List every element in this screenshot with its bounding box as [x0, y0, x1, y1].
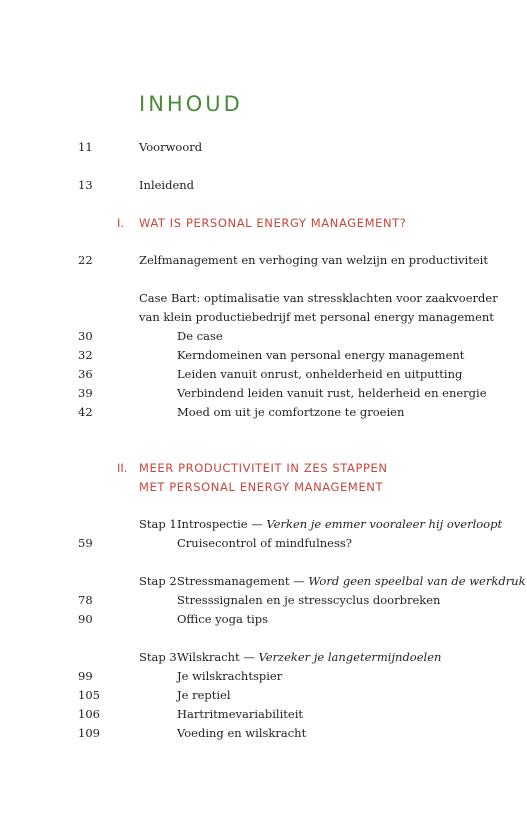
- toc-subentry: [0, 591, 527, 609]
- page-number: 11: [78, 140, 93, 154]
- case-title-line1: Case Bart: optimalisatie van stressklachten voor zaakvoerder: [139, 291, 498, 305]
- entry-title: Leiden vanuit onrust, onhelderheid en uitputting: [177, 367, 463, 381]
- section-title-line2: MET PERSONAL ENERGY MANAGEMENT: [139, 480, 384, 494]
- entry-title: Hartritmevariabiliteit: [177, 707, 304, 721]
- step-title-main: Stressmanagement —: [177, 574, 309, 588]
- entry-title: Verbindend leiden vanuit rust, helderheid en energie: [177, 386, 487, 400]
- step-label: Stap 1: [139, 517, 177, 531]
- toc-entry: [0, 176, 527, 194]
- toc-subentry: [0, 534, 527, 552]
- toc-subentry: [0, 667, 527, 685]
- entry-title: Moed om uit je comfortzone te groeien: [177, 405, 405, 419]
- section-heading-line2: [0, 478, 527, 496]
- case-heading-line1: [0, 289, 527, 307]
- entry-title: Inleidend: [139, 178, 195, 192]
- page-number: 32: [78, 348, 93, 362]
- toc-subentry: [0, 346, 527, 364]
- page-number: 30: [78, 329, 93, 343]
- step-label: Stap 2: [139, 574, 177, 588]
- entry-title: Office yoga tips: [177, 612, 269, 626]
- page-number: 22: [78, 253, 93, 267]
- case-heading-line2: [0, 308, 527, 326]
- page-number: 106: [78, 707, 100, 721]
- step-heading: [0, 648, 527, 666]
- page-number: 59: [78, 536, 93, 550]
- section-heading: [0, 459, 527, 477]
- step-subtitle: Word geen speelbal van de werkdruk: [308, 574, 526, 588]
- step-heading: [0, 515, 527, 533]
- step-title: [177, 572, 526, 590]
- entry-title: Voorwoord: [139, 140, 203, 154]
- section-title: WAT IS PERSONAL ENERGY MANAGEMENT?: [139, 216, 407, 230]
- toc-subentry: [0, 724, 527, 742]
- page-number: 105: [78, 688, 100, 702]
- page-number: 39: [78, 386, 93, 400]
- toc-subentry: [0, 365, 527, 383]
- entry-title: De case: [177, 329, 223, 343]
- page-number: 13: [78, 178, 93, 192]
- entry-title: Je reptiel: [177, 688, 231, 702]
- step-title: [177, 648, 441, 666]
- toc-subentry: [0, 384, 527, 402]
- page-number: 78: [78, 593, 93, 607]
- page-number: 90: [78, 612, 93, 626]
- step-title-main: Introspectie —: [177, 517, 267, 531]
- toc-entry: [0, 251, 527, 269]
- section-number: II.: [117, 461, 128, 475]
- toc-subentry: [0, 403, 527, 421]
- page-title: INHOUD: [139, 92, 243, 116]
- step-heading: [0, 572, 527, 590]
- step-label: Stap 3: [139, 650, 177, 664]
- entry-title: Kerndomeinen van personal energy management: [177, 348, 465, 362]
- section-title-line1: MEER PRODUCTIVITEIT IN ZES STAPPEN: [139, 461, 388, 475]
- toc-subentry: [0, 686, 527, 704]
- entry-title: Cruisecontrol of mindfulness?: [177, 536, 352, 550]
- step-title-main: Wilskracht —: [177, 650, 259, 664]
- toc-subentry: [0, 327, 527, 345]
- step-subtitle: Verken je emmer vooraleer hij overloopt: [266, 517, 503, 531]
- entry-title: Stresssignalen en je stresscyclus doorbreken: [177, 593, 441, 607]
- toc-entry: [0, 138, 527, 156]
- toc-subentry: [0, 610, 527, 628]
- entry-title: Zelfmanagement en verhoging van welzijn en productiviteit: [139, 253, 488, 267]
- page-number: 109: [78, 726, 100, 740]
- step-title: [177, 515, 502, 533]
- entry-title: Je wilskrachtspier: [177, 669, 283, 683]
- page-number: 36: [78, 367, 93, 381]
- section-heading: [0, 214, 527, 232]
- case-title-line2: van klein productiebedrijf met personal energy management: [139, 310, 494, 324]
- toc-subentry: [0, 705, 527, 723]
- entry-title: Voeding en wilskracht: [177, 726, 307, 740]
- step-subtitle: Verzeker je langetermijndoelen: [258, 650, 442, 664]
- page-number: 99: [78, 669, 93, 683]
- page-number: 42: [78, 405, 93, 419]
- section-number: I.: [117, 216, 125, 230]
